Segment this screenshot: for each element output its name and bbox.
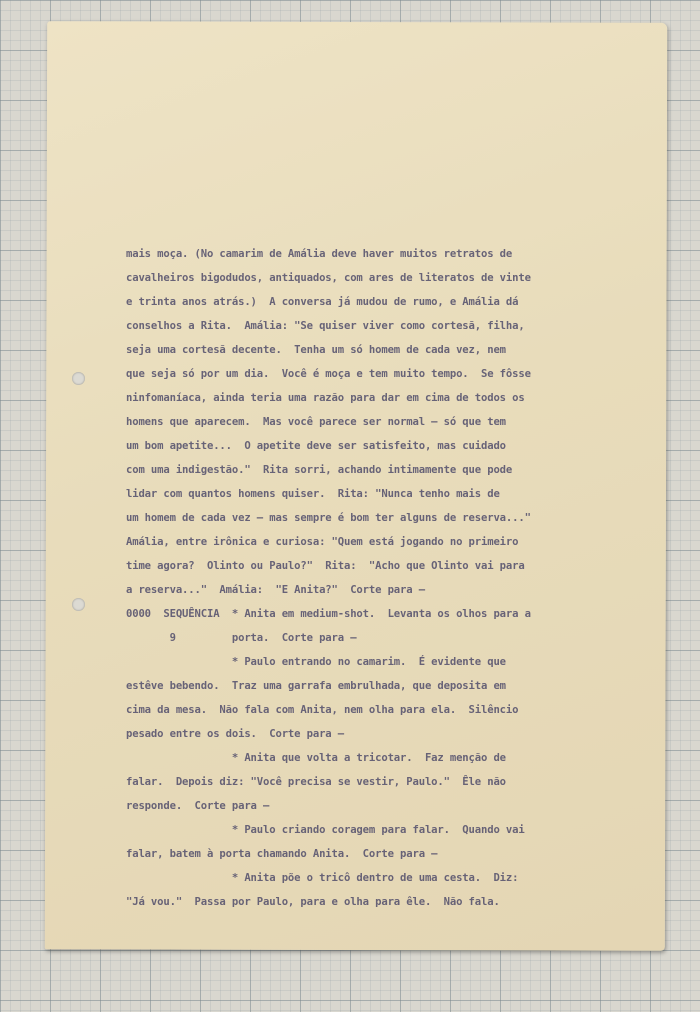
text-line: time agora? Olinto ou Paulo?" Rita: "Acho que Olinto vai para <box>126 560 525 572</box>
text-line: estêve bebendo. Traz uma garrafa embrulhada, que deposita em <box>126 680 506 692</box>
text-line: conselhos a Rita. Amália: "Se quiser viver como cortesã, filha, <box>126 320 525 332</box>
text-line: que seja só por um dia. Você é moça e tem muito tempo. Se fôsse <box>126 368 531 380</box>
text-line: pesado entre os dois. Corte para — <box>126 728 344 740</box>
text-line: com uma indigestão." Rita sorri, achando intimamente que pode <box>126 464 513 476</box>
text-line: lidar com quantos homens quiser. Rita: "Nunca tenho mais de <box>126 488 500 500</box>
text-line: e trinta anos atrás.) A conversa já mudou de rumo, e Amália dá <box>126 296 519 308</box>
text-line: cavalheiros bigodudos, antiquados, com ares de literatos de vinte <box>126 272 531 284</box>
punch-hole-lower <box>72 598 85 611</box>
text-line: responde. Corte para — <box>126 800 270 812</box>
text-line: a reserva..." Amália: "E Anita?" Corte para — <box>126 584 425 596</box>
sequence-heading-line: 0000 SEQUÊNCIA * Anita em medium-shot. Levanta os olhos para a <box>126 608 531 620</box>
text-line: * Anita que volta a tricotar. Faz menção de <box>126 752 506 764</box>
text-line: falar, batem à porta chamando Anita. Corte para — <box>126 848 438 860</box>
text-line: * Anita põe o tricô dentro de uma cesta. Diz: <box>126 872 519 884</box>
text-line: um bom apetite... O apetite deve ser satisfeito, mas cuidado <box>126 440 506 452</box>
text-line: ninfomaníaca, ainda teria uma razão para dar em cima de todos os <box>126 392 525 404</box>
text-line: * Paulo entrando no camarim. É evidente que <box>126 656 506 668</box>
text-line: mais moça. (No camarim de Amália deve haver muitos retratos de <box>126 248 513 260</box>
text-line: cima da mesa. Não fala com Anita, nem olha para ela. Silêncio <box>126 704 519 716</box>
text-line: "Já vou." Passa por Paulo, para e olha para êle. Não fala. <box>126 896 500 908</box>
punch-hole-upper <box>72 372 85 385</box>
text-line: * Paulo criando coragem para falar. Quando vai <box>126 824 525 836</box>
sequence-number-line: 9 porta. Corte para — <box>126 632 357 644</box>
text-line: seja uma cortesã decente. Tenha um só homem de cada vez, nem <box>126 344 506 356</box>
text-line: um homem de cada vez — mas sempre é bom ter alguns de reserva..." <box>126 512 531 524</box>
text-line: Amália, entre irônica e curiosa: "Quem está jogando no primeiro <box>126 536 519 548</box>
text-line: homens que aparecem. Mas você parece ser normal — só que tem <box>126 416 506 428</box>
text-line: falar. Depois diz: "Você precisa se vestir, Paulo." Êle não <box>126 776 506 788</box>
